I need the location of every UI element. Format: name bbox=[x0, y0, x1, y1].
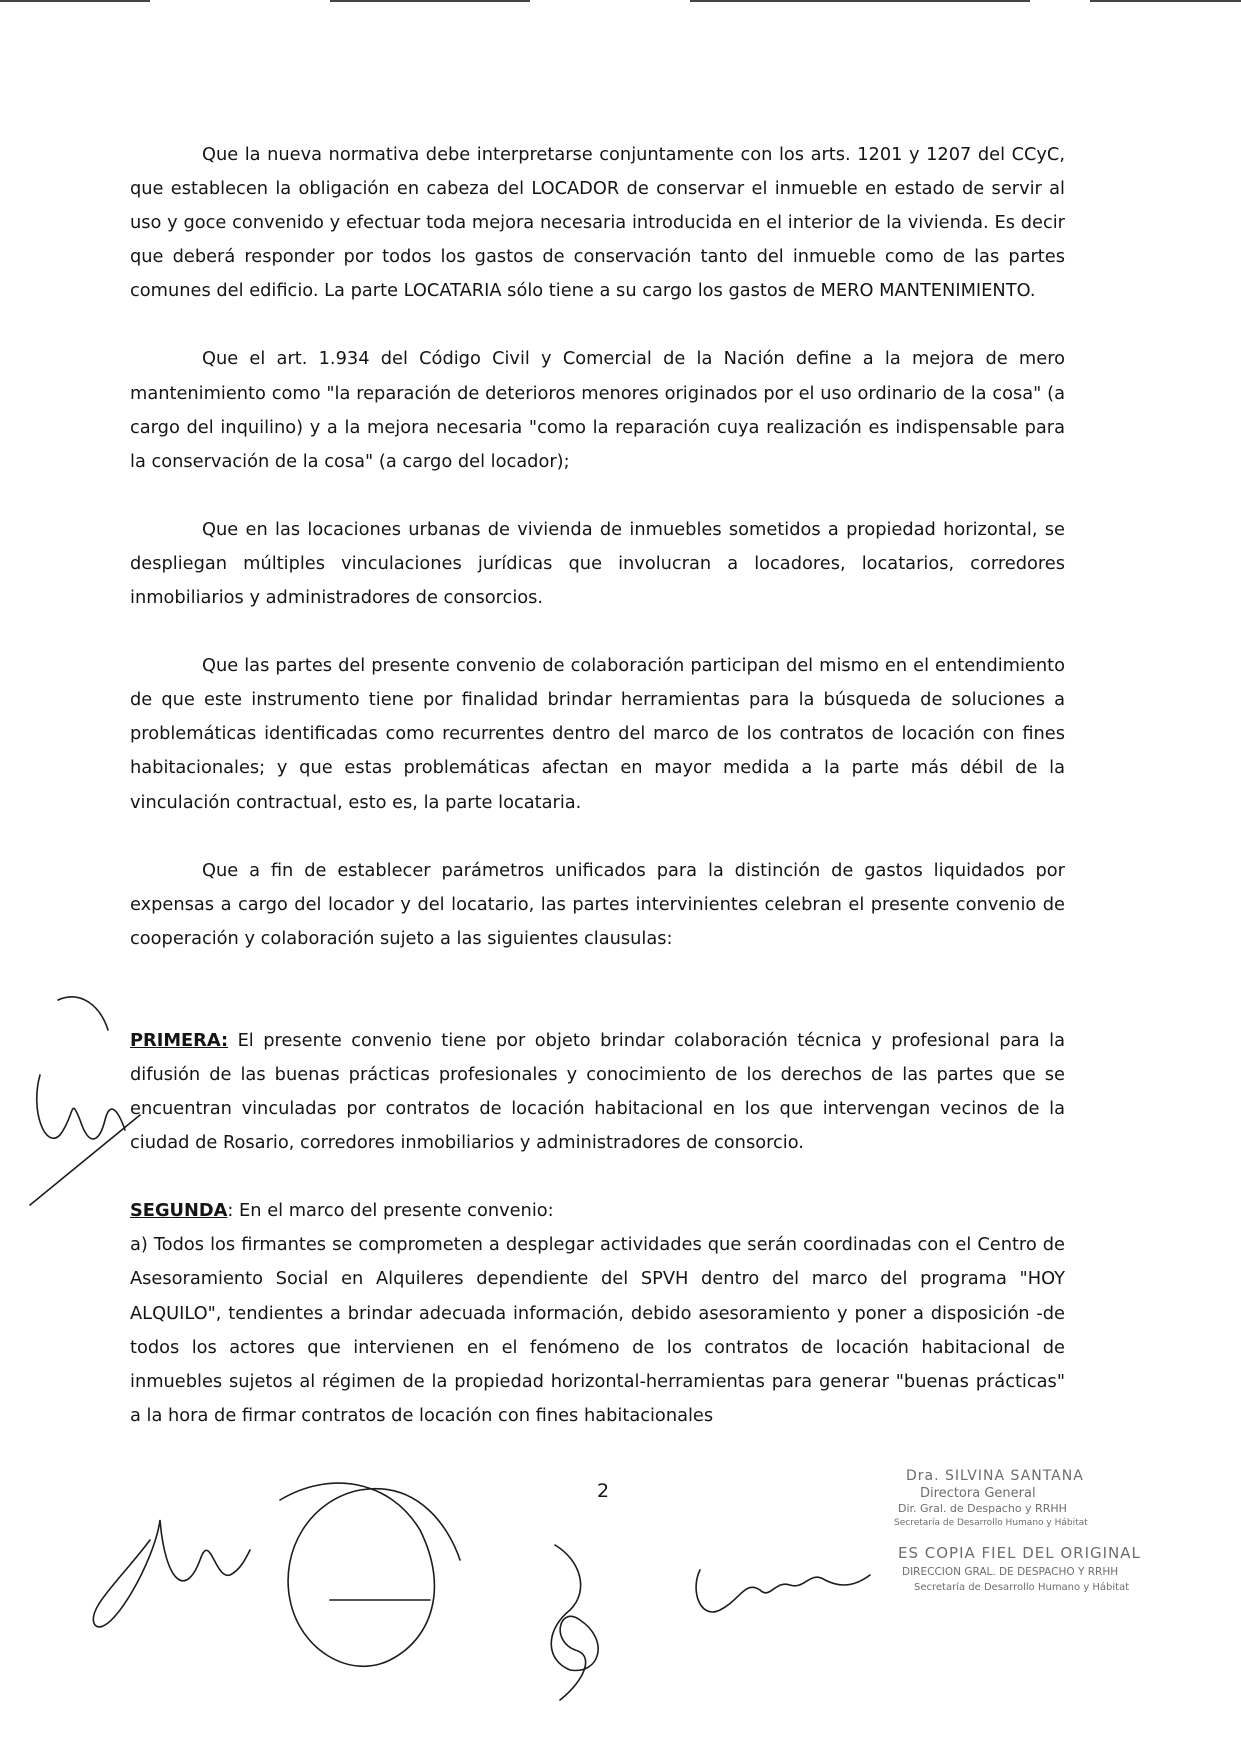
stamp-secretaria: Secretaría de Desarrollo Humano y Hábitat bbox=[894, 1518, 1088, 1528]
official-stamp bbox=[888, 1468, 1188, 1638]
page-number: 2 bbox=[596, 1480, 610, 1502]
paragraph-normativa: Que la nueva normativa debe interpretarse conjuntamente con los arts. 1201 y 1207 del CCyC, que establecen la obligación en cabeza del LOCADOR de conservar el inmueble en estado de servir al uso y goce convenido y efectuar toda mejora necesaria introducida en el interior de la vivienda. Es decir que deberá responder por todos los gastos de conservación tanto del inmueble como de las partes comunes del edificio. La parte LOCATARIA sólo tiene a su cargo los gastos de MERO MANTENIMIENTO. bbox=[130, 144, 1065, 302]
paragraph-partes-convenio: Que las partes del presente convenio de colaboración participan del mismo en el entendimiento de que este instrumento tiene por finalidad brindar herramientas para la búsqueda de soluciones a problemáticas identificadas como recurrentes dentro del marco de los contratos de locación con fines habitacionales; y que estas problemáticas afectan en mayor medida a la parte más débil de la vinculación contractual, esto es, la parte locataria. bbox=[130, 655, 1065, 813]
clause-primera-text: El presente convenio tiene por objeto brindar colaboración técnica y profesional para la difusión de las buenas prácticas profesionales y conocimiento de los derechos de las partes que se encuentran vinculadas por contratos de locación habitacional en los que intervengan vecinos de la ciudad de Rosario, corredores inmobiliarios y administradores de consorcio. bbox=[130, 1029, 1065, 1154]
paragraph-art-1934: Que el art. 1.934 del Código Civil y Comercial de la Nación define a la mejora de mero mantenimiento como "la reparación de deterioros menores originados por el uso ordinario de la cosa" (a cargo del inquilino) y a la mejora necesaria "como la reparación cuya realización es indispensable para la conservación de la cosa" (a cargo del locador); bbox=[130, 348, 1065, 472]
stamp-secretaria-2: Secretaría de Desarrollo Humano y Hábitat bbox=[914, 1582, 1130, 1593]
paragraph-locaciones-urbanas: Que en las locaciones urbanas de vivienda de inmuebles sometidos a propiedad horizontal, se despliegan múltiples vinculaciones jurídicas que involucran a locadores, locatarios, corredores inmobiliarios y administradores de consorcios. bbox=[130, 518, 1065, 609]
right-signature bbox=[696, 1570, 870, 1612]
clause-segunda-heading: SEGUNDA bbox=[130, 1200, 228, 1222]
clause-primera-heading: PRIMERA: bbox=[130, 1029, 229, 1051]
stamp-title: Directora General bbox=[920, 1486, 1036, 1501]
paragraph-parametros: Que a fin de establecer parámetros unificados para la distinción de gastos liquidados por expensas a cargo del locador y del locatario, las partes intervinientes celebran el presente convenio de cooperación y colaboración sujeto a las siguientes clausulas: bbox=[130, 859, 1065, 949]
center-loop-signature bbox=[280, 1483, 460, 1666]
clause-segunda-item-a: a) Todos los firmantes se comprometen a desplegar actividades que serán coordinadas con el Centro de Asesoramiento Social en Alquileres dependiente del SPVH dentro del marco del programa "HOY ALQUILO", tendientes a brindar adecuada información, debido asesoramiento y poner a disposición -de todos los actores que intervienen en el fenómeno de los contratos de locación habitacional de inmuebles sujetos al régimen de la propiedad horizontal-herramientas para generar "buenas prácticas" a la hora de firmar contratos de locación con fines habitacionales bbox=[130, 1234, 1065, 1426]
clause-segunda-text: : En el marco del presente convenio: bbox=[227, 1200, 554, 1222]
bottom-left-signature bbox=[93, 1520, 250, 1627]
center-small-signature bbox=[551, 1545, 598, 1700]
stamp-name: Dra. SILVINA SANTANA bbox=[906, 1468, 1084, 1484]
stamp-direccion: DIRECCION GRAL. DE DESPACHO Y RRHH bbox=[902, 1566, 1119, 1578]
stamp-copia-fiel: ES COPIA FIEL DEL ORIGINAL bbox=[898, 1544, 1141, 1562]
stamp-dept: Dir. Gral. de Despacho y RRHH bbox=[898, 1502, 1067, 1515]
left-margin-initials bbox=[30, 997, 140, 1205]
